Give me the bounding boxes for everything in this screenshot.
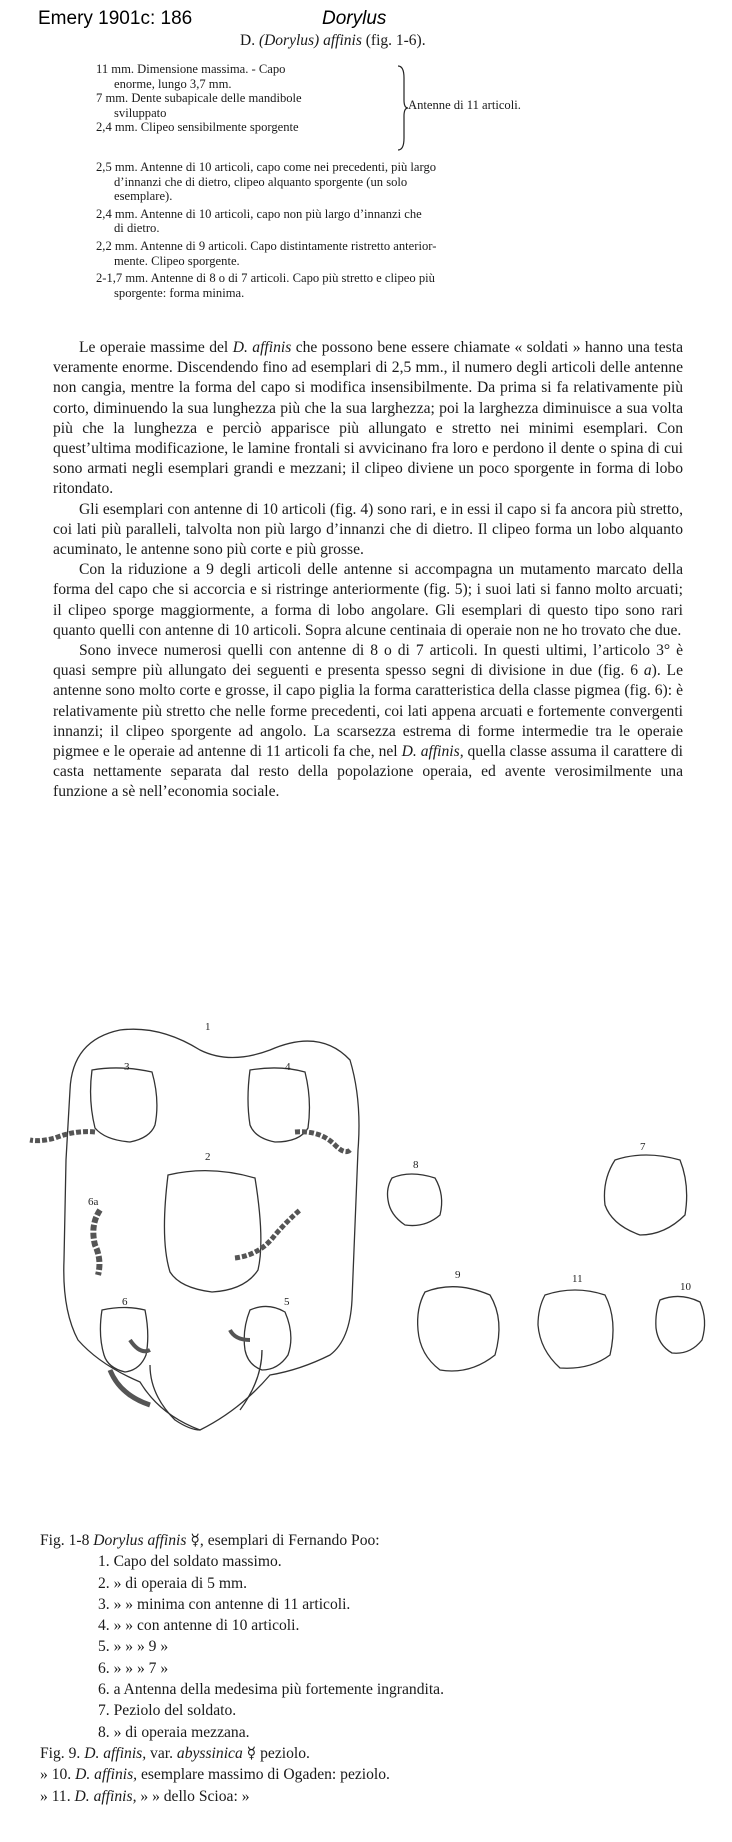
fig7-petiole <box>604 1155 686 1235</box>
fig-label: 4 <box>285 1061 291 1073</box>
paragraph-2: Gli esemplari con antenne di 10 articoli (fig. 4) sono rari, e in essi il capo si fa ancora più stretto, coi lati più paralleli, talvolta non più largo d’innanzi che di dietro. Il clipeo forma un lobo alquanto acuminato, le antenne sono più corte e più grosse. <box>53 500 683 559</box>
caption-fig9 <box>40 1743 444 1764</box>
brace-icon <box>395 64 409 152</box>
fig1-antenna-left <box>30 1132 95 1141</box>
measure-list-b <box>96 160 436 300</box>
text-run: var. <box>146 1744 177 1762</box>
fig2-head <box>164 1171 260 1292</box>
fig6-head <box>100 1308 147 1373</box>
species-name: D. affinis, <box>74 1787 137 1805</box>
text-run: quella classe assuma il carattere di casta nettamente separata dal resto della popolazione operaia, ed avente verosimilmente una funzione a sè nell’economia sociale. <box>53 743 684 801</box>
fig3-head <box>91 1068 157 1142</box>
fig-label: 9 <box>455 1269 461 1281</box>
measure-line: esemplare). <box>114 189 173 204</box>
measure-line: sporgente: forma minima. <box>114 285 245 300</box>
measure-line: 2,4 mm. Clipeo sensibilmente sporgente <box>96 120 299 135</box>
fig-label: 8 <box>413 1159 419 1171</box>
fig-label: 6a <box>88 1196 99 1208</box>
measure-line: di dietro. <box>114 221 160 236</box>
text-run: ☿ peziolo. <box>242 1744 310 1762</box>
caption-item: 5. » » » 9 » <box>98 1638 169 1656</box>
subtitle-figref: (fig. 1-6). <box>365 32 426 49</box>
text-run: Fig. 9. <box>40 1744 85 1762</box>
species-name: Dorylus affinis <box>93 1532 187 1549</box>
measure-line: 2,4 mm. Antenne di 10 articoli, capo non più largo d’innanzi che <box>96 206 422 221</box>
antenna-note: Antenne di 11 articoli. <box>408 98 521 112</box>
fig10-petiole <box>418 1287 499 1371</box>
text-run: che possono bene essere chiamate « soldati » hanno una testa veramente enorme. Discendendo fino ad esemplari di 2,5 mm., il numero degli articoli delle antenne non cangia, mentre la forma del capo si modifica insensibilmente. Da prima si fa relativamente più corto, diminuendo la sua lunghezza più che la sua larghezza; poi la larghezza diminuisce a sua volta più che la lunghezza e perciò apparisce più allungato e stretto nei minimi esemplari. Con quest’ultima modificazione, le lamine frontali si avvicinano fra loro e perdono il dente o spina di cui sono armati negli esemplari grandi e mezzani; il clipeo diviene un poco sporgente in forma di lobo ritondato. <box>53 339 683 498</box>
fig-label: 7 <box>640 1141 646 1153</box>
species-name: D. affinis, <box>75 1766 138 1784</box>
text-run: » 10. <box>40 1766 76 1784</box>
figure-captions <box>40 1530 444 1807</box>
paragraph-3: Con la riduzione a 9 degli articoli delle antenne si accompagna un mutamento marcato della forma del capo che si accorcia e si ristringe anteriormente (fig. 5); i suoi lati si fanno molto arcuati; il clipeo sporge maggiormente, a forma di lobo angolare. Gli esemplari di questo tipo sono rari quanto quelli con antenne di 10 articoli. Sopra alcune centinaia di operaie non ne ho trovato che due. <box>53 561 683 639</box>
fig11-petiole <box>538 1290 613 1368</box>
species-name: D. affinis, <box>84 1744 147 1762</box>
variety-name: abyssinica <box>176 1744 243 1762</box>
fig6a-antenna <box>93 1210 100 1275</box>
measure-list-a <box>96 62 302 135</box>
caption-item: 7. Peziolo del soldato. <box>98 1702 237 1720</box>
fig5-antenna <box>230 1330 250 1340</box>
fig-label: 3 <box>124 1061 130 1073</box>
citation: Emery 1901c: 186 <box>38 8 193 29</box>
text-run: esemplare massimo di Ogaden: peziolo. <box>137 1766 390 1784</box>
text-run: Sono invece numerosi quelli con antenne di 8 o di 7 articoli. In questi ultimi, l’articolo 3° è quasi sempre più allungato dei seguenti e presenta spesso segni di divisione in due (fig. 6 <box>53 642 683 680</box>
body-text <box>53 338 683 803</box>
caption-item: 8. » di operaia mezzana. <box>98 1723 250 1741</box>
measure-line: 11 mm. Dimensione massima. - Capo <box>96 62 286 76</box>
fig2-antenna <box>235 1210 300 1258</box>
species-name: D. affinis, <box>401 743 464 761</box>
paragraph-1 <box>53 338 683 500</box>
fig-label: 1 <box>205 1021 211 1033</box>
text-run: a <box>643 662 652 680</box>
subtitle-species: affinis <box>323 32 362 49</box>
subtitle-subgenus: (Dorylus) <box>258 32 320 49</box>
text-run: » » dello Scioa: » <box>136 1787 250 1805</box>
measure-line: 7 mm. Dente subapicale delle mandibole <box>96 91 302 106</box>
fig8-petiole <box>388 1174 442 1226</box>
caption-item: 4. » » con antenne di 10 articoli. <box>98 1617 300 1635</box>
measure-line: 2,2 mm. Antenne di 9 articoli. Capo distintamente ristretto anterior- <box>96 238 437 253</box>
fig1-head-outline <box>64 1029 359 1430</box>
text-run: » 11. <box>40 1787 75 1805</box>
fig1-antenna-right <box>295 1132 350 1152</box>
fig-label: 6 <box>122 1296 128 1308</box>
caption-item: 6. a Antenna della medesima più fortemente ingrandita. <box>98 1681 444 1699</box>
fig-label: 2 <box>205 1151 211 1163</box>
fig1-mandible-left <box>150 1365 200 1430</box>
fig5-head <box>244 1306 291 1370</box>
measure-line: d’innanzi che di dietro, clipeo alquanto sporgente (un solo <box>114 174 408 189</box>
subtitle-genus: D. <box>240 32 256 49</box>
species-name: D. affinis <box>232 339 292 356</box>
measure-line: 2-1,7 mm. Antenne di 8 o di 7 articoli. Capo più stretto e clipeo più <box>96 271 435 286</box>
caption-fig10 <box>40 1764 444 1785</box>
caption-head <box>40 1530 444 1551</box>
paragraph-4 <box>53 641 683 803</box>
caption-item: 3. » » minima con antenne di 11 articoli. <box>98 1595 351 1613</box>
fig-label: 11 <box>572 1273 583 1285</box>
fig9-petiole <box>656 1296 705 1353</box>
caption-item: 1. Capo del soldato massimo. <box>98 1553 282 1571</box>
text-run: Le operaie massime del <box>79 339 233 356</box>
species-subtitle <box>240 32 426 50</box>
measure-line: mente. Clipeo sporgente. <box>114 253 240 268</box>
measure-line: sviluppato <box>114 105 167 120</box>
fig-label: 5 <box>284 1296 290 1308</box>
text-run: ). Le antenne sono molto corte e grosse, il capo piglia la forma caratteristica della classe pigmea (fig. 6): è relativamente più stretto che nelle forme precedenti, coi lati appena arcuati e fortemente convergenti innanzi; il clipeo sporgente ad angolo. La scarsezza estrema di forme intermedie tra le operaie pigmee e le operaie ad antenne di 11 articoli fa che, nel <box>53 662 683 761</box>
text-run: ☿, esemplari di Fernando Poo: <box>186 1532 380 1549</box>
fig4-head <box>248 1068 309 1142</box>
text-run: Fig. 1-8 <box>40 1532 94 1549</box>
fig-label: 10 <box>680 1281 691 1293</box>
measure-line: enorme, lungo 3,7 mm. <box>114 76 232 91</box>
caption-fig11 <box>40 1786 444 1807</box>
figure-plate <box>0 1010 732 1520</box>
caption-item: 2. » di operaia di 5 mm. <box>98 1574 247 1592</box>
genus-title: Dorylus <box>322 8 387 29</box>
measure-line: 2,5 mm. Antenne di 10 articoli, capo come nei precedenti, più largo <box>96 160 437 174</box>
caption-item: 6. » » » 7 » <box>98 1659 169 1677</box>
